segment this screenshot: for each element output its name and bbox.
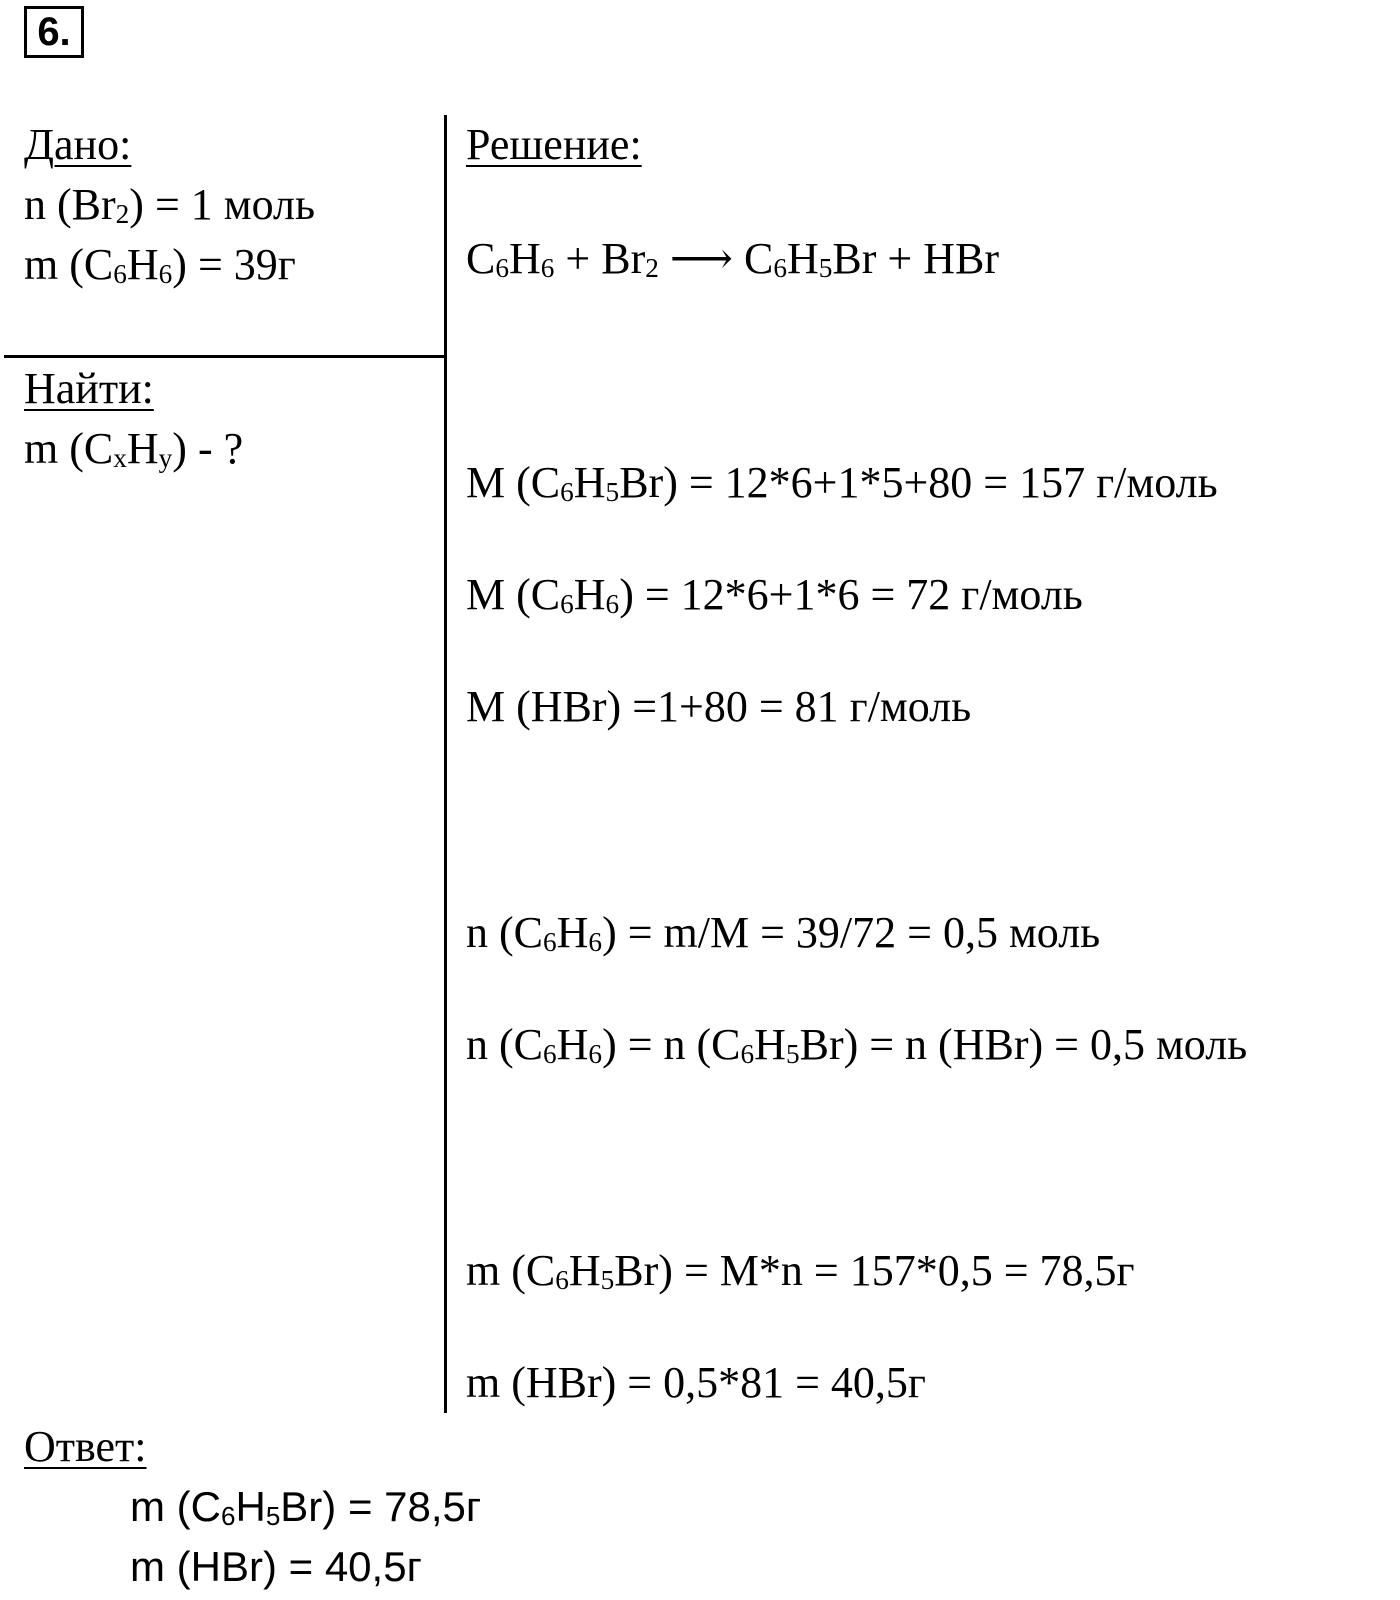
given-line-1: n $(Br_2) = 1$ моль <box>24 180 316 230</box>
answer-line-1: m $(C_6H_5Br) = 78,5г$ <box>130 1483 482 1531</box>
solution-heading: Решение: <box>466 120 642 169</box>
find-heading: Найти: <box>24 364 154 413</box>
problem-number: 6. <box>24 6 84 58</box>
given-heading: Дано: <box>24 120 132 169</box>
mass-hbr: m (HBr) = 0,5*81 = 40,5г <box>466 1358 926 1407</box>
molar-mass-c6h5br: M $(C_6H_5Br) = 12*6+1*5+80 = 157$ г/моль <box>466 458 1218 508</box>
moles-c6h6: n $(C_6H_6) = m/M = 39/72 = 0,5$ моль <box>466 908 1101 958</box>
vertical-divider <box>444 115 447 1413</box>
find-line-1: m $(C_xH_y)$ - ? <box>24 424 244 474</box>
molar-mass-hbr: M (HBr) =1+80 = 81 г/моль <box>466 682 972 731</box>
horizontal-divider <box>4 355 447 358</box>
molar-mass-c6h6: M $(C_6H_6) = 12*6+1*6 = 72$ г/моль <box>466 570 1083 620</box>
answer-heading: Ответ: <box>24 1422 147 1471</box>
reaction-equation: $C_6H_6 + Br_2$ ⟶ $C_6H_5Br$ + HBr <box>466 234 999 284</box>
answer-line-2: m (HBr) = 40,5г <box>130 1543 422 1590</box>
given-line-2: m $(C_6H_6) = 39г$ <box>24 240 296 290</box>
mass-c6h5br: m $(C_6H_5Br) = M*n = 157*0,5 = 78,5г$ <box>466 1246 1135 1296</box>
moles-equal: n $(C_6H_6) = n$ $(C_6H_5Br) = n$ (HBr) = 0,5 моль <box>466 1020 1248 1070</box>
